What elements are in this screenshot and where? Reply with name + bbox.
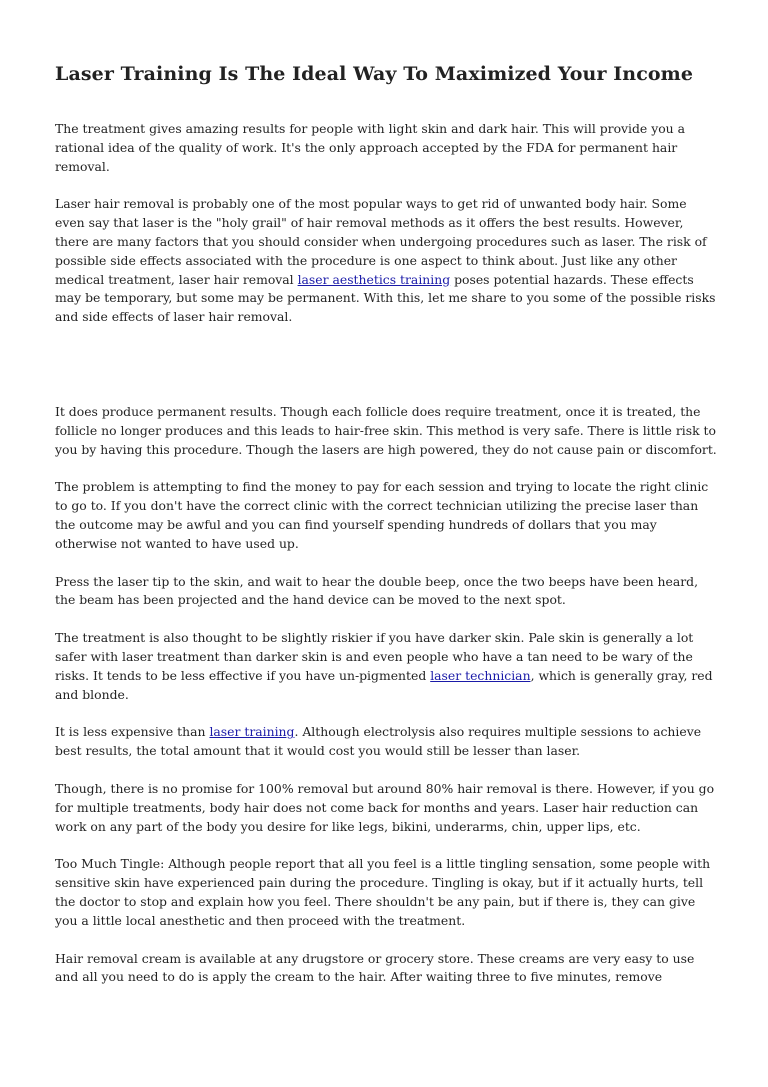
laser-aesthetics-training-link[interactable]: laser aesthetics training: [297, 271, 451, 287]
paragraph: [55, 195, 717, 327]
laser-training-link[interactable]: laser training: [209, 724, 295, 740]
paragraph: [55, 723, 717, 761]
paragraph: The problem is attempting to find the money to pay for each session and trying to locate the right clinic to go to. If you don't have the correct clinic with the correct technician utilizing the precise laser than the outcome may be awful and you can find yourself spending hundreds of dollars that you may otherwise not wanted to have used up.: [55, 479, 709, 551]
paragraph-text: Laser hair removal is probably one of the most popular ways to get rid of unwanted body hair. Some even say that laser is the "holy grail" of hair removal methods as it offers the best results. However, there are many factors that you should consider when undergoing procedures such as laser. The risk of possible side effects associated with the procedure is one aspect to think about. Just like any other medical treatment, laser hair removal: [55, 196, 707, 287]
paragraph: Press the laser tip to the skin, and wait to hear the double beep, once the two beeps have been heard, the beam has been projected and the hand device can be moved to the next spot.: [55, 573, 699, 608]
paragraph-text: The treatment is also thought to be slightly riskier if you have darker skin. Pale skin is generally a lot safer with laser treatment than darker skin is and even people who have a tan need to be wary of the risks. It tends to be less effective if you have un-pigmented: [55, 630, 694, 683]
paragraph: [55, 629, 717, 704]
paragraph-text: . Although electrolysis also requires multiple sessions to achieve best results, the total amount that it would cost you would still be lesser than laser.: [55, 724, 702, 759]
paragraph-text: , which is generally gray, red and blonde.: [55, 667, 713, 702]
paragraph-text: It is less expensive than: [55, 724, 210, 740]
laser-technician-link[interactable]: laser technician: [430, 667, 531, 683]
paragraph: It does produce permanent results. Though each follicle does require treatment, once it is treated, the follicle no longer produces and this leads to hair-free skin. This method is very safe. There is little risk to you by having this procedure. Though the lasers are high powered, they do not cause pain or discomfort.: [55, 403, 717, 457]
paragraph: Too Much Tingle: Although people report that all you feel is a little tingling sensation, some people with sensitive skin have experienced pain during the procedure. Tingling is okay, but if it actually hurts, tell the doctor to stop and explain how you feel. There shouldn't be any pain, but if there is, they can give you a little local anesthetic and then proceed with the treatment.: [55, 856, 711, 928]
paragraph: The treatment gives amazing results for people with light skin and dark hair. This will provide you a rational idea of the quality of work. It's the only approach accepted by the FDA for permanent hair removal.: [55, 121, 685, 174]
document-title: Laser Training Is The Ideal Way To Maximized Your Income: [55, 63, 694, 85]
document-page: [55, 58, 717, 1006]
paragraph: Though, there is no promise for 100% removal but around 80% hair removal is there. However, if you go for multiple treatments, body hair does not come back for months and years. Laser hair reduction can work on any part of the body you desire for like legs, bikini, underarms, chin, upper lips, etc.: [55, 780, 715, 834]
paragraph: Hair removal cream is available at any drugstore or grocery store. These creams are very easy to use and all you need to do is apply the cream to the hair. After waiting three to five minutes, remove: [55, 950, 695, 985]
paragraph-text: poses potential hazards. These effects may be temporary, but some may be permanent. With this, let me share to you some of the possible risks and side effects of laser hair removal.: [55, 271, 716, 325]
